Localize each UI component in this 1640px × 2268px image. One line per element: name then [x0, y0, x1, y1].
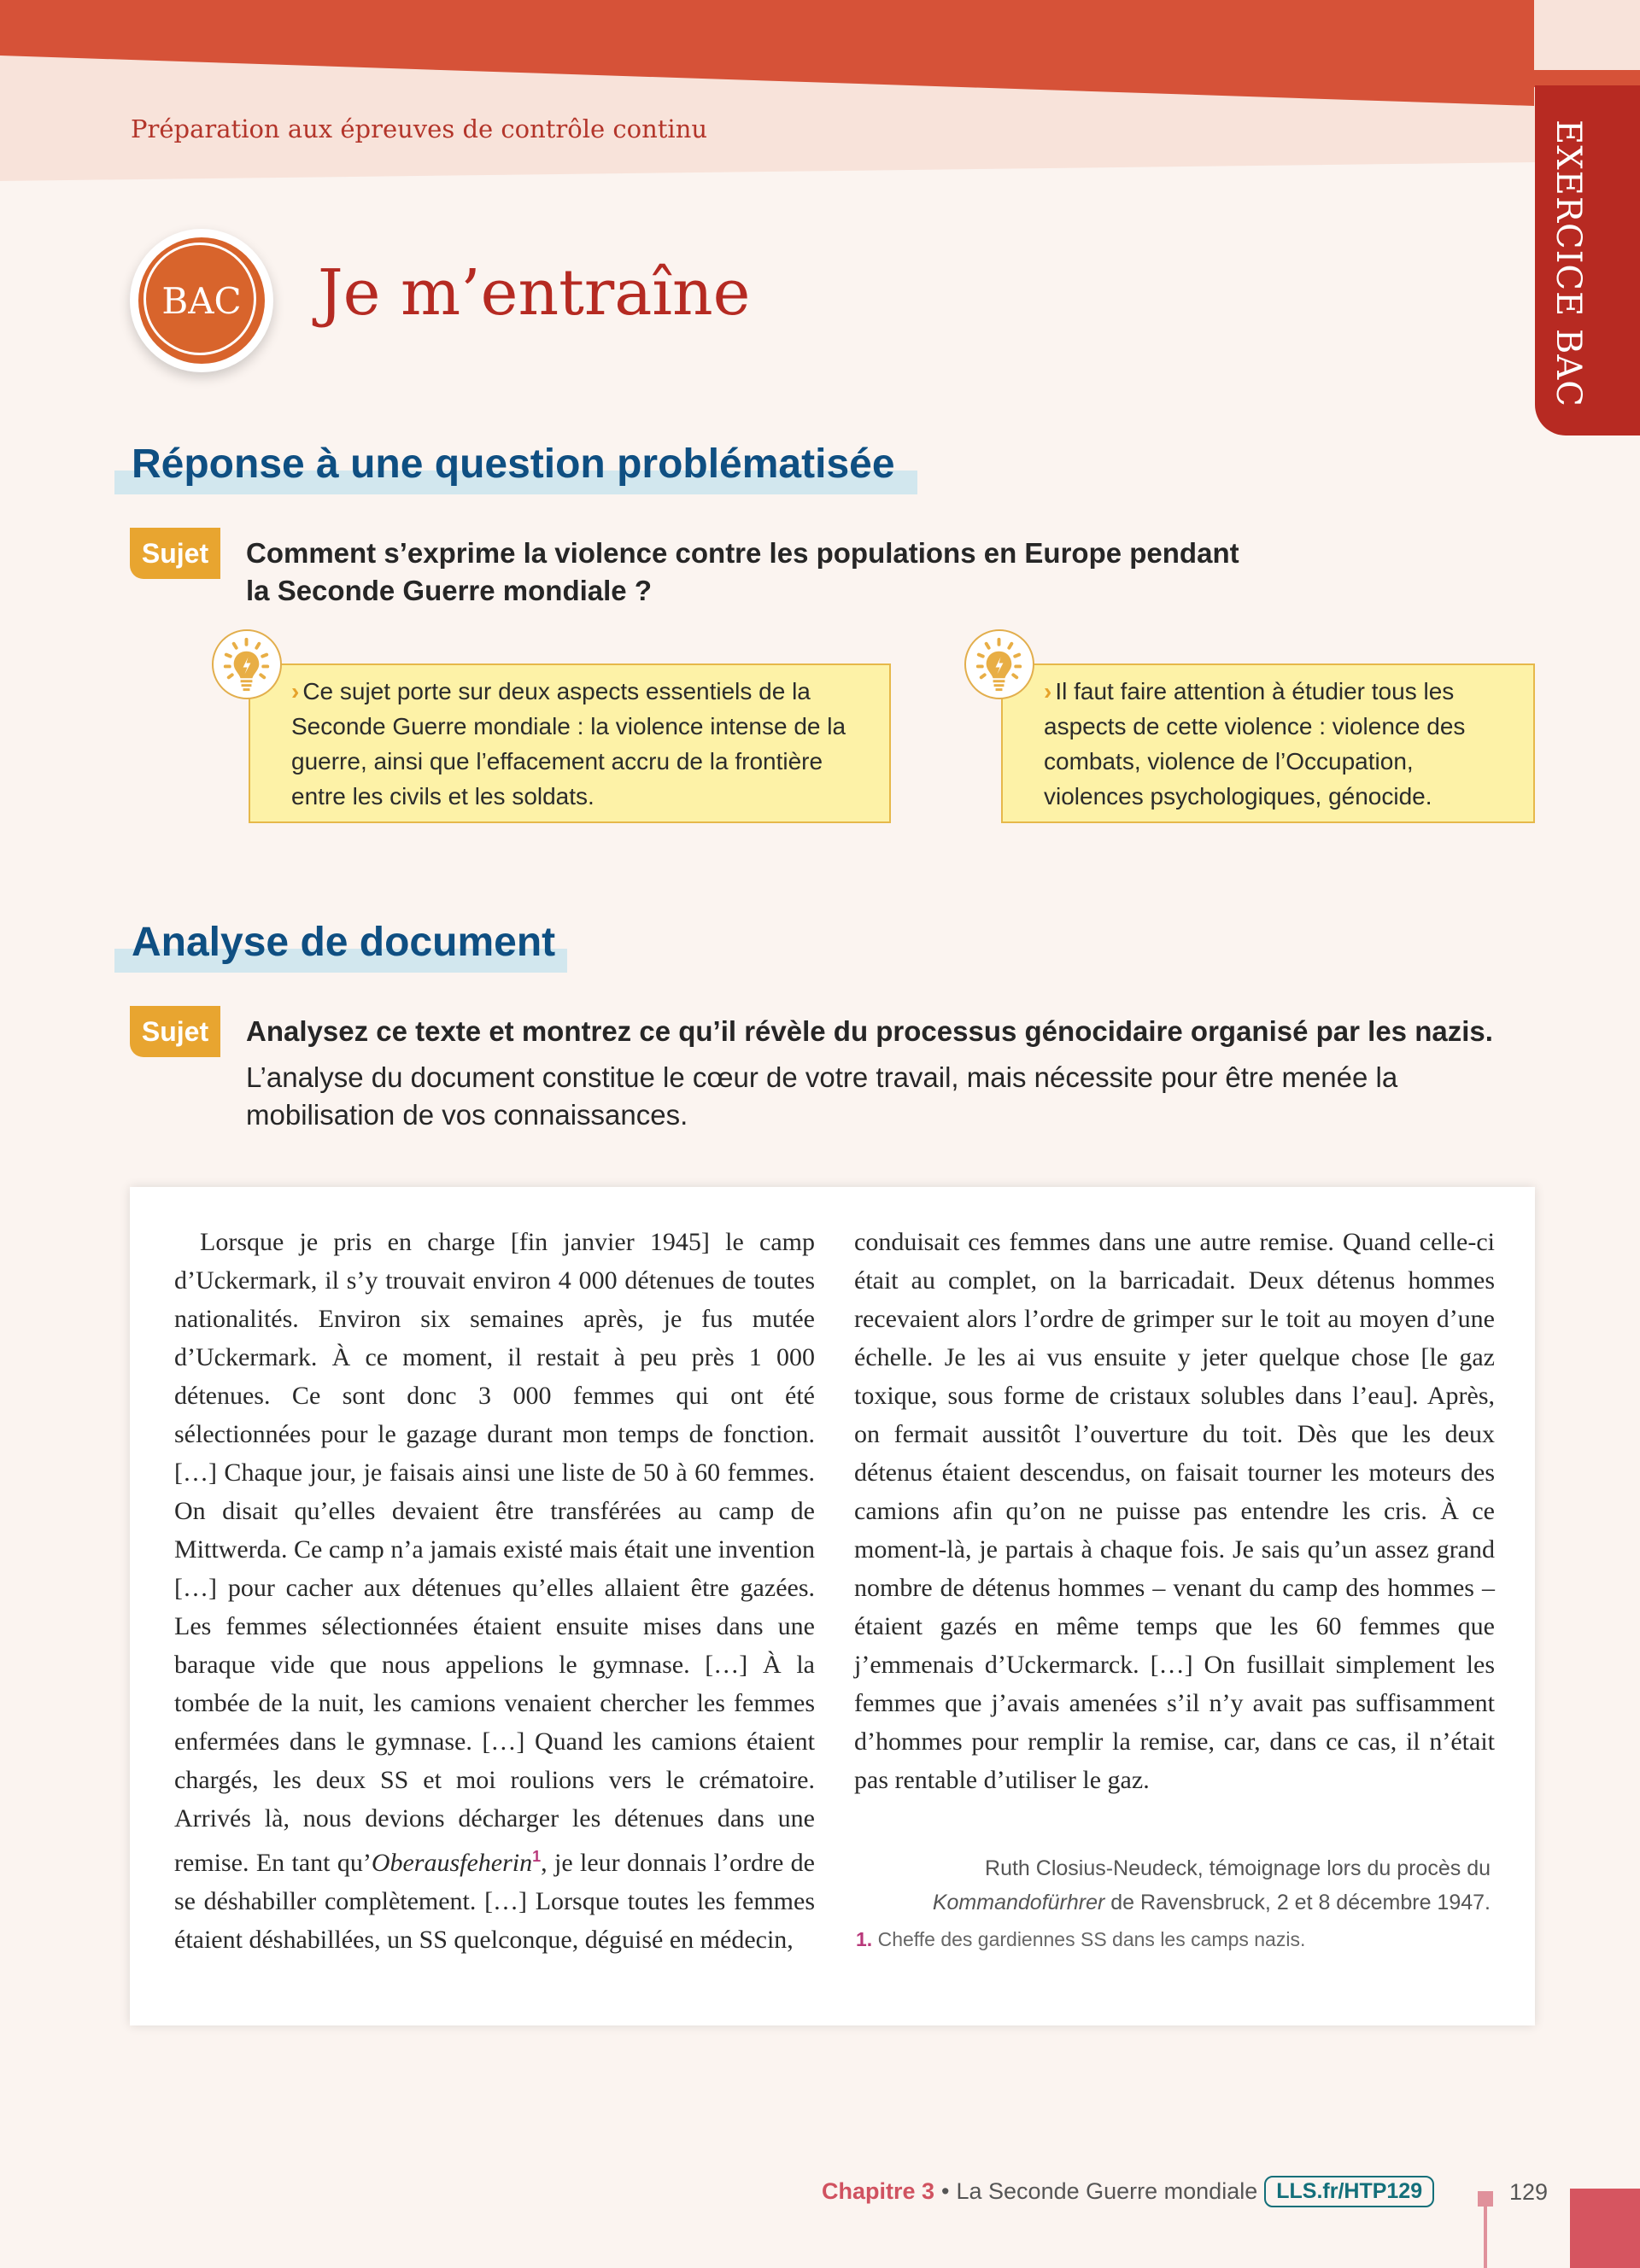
footnote: 1. Cheffe des gardiennes SS dans les camps nazis. — [856, 1928, 1306, 1950]
chevron-right-icon: › — [291, 678, 300, 704]
side-tab-label: EXERCICE BAC — [1549, 120, 1588, 407]
lightbulb-icon — [212, 629, 282, 699]
document-card — [130, 1187, 1535, 2025]
question-text: Analysez ce texte et montrez ce qu’il révèle du processus génocidaire organisé par les nazis. — [246, 1015, 1493, 1047]
section-heading-document: Analyse de document — [114, 919, 572, 966]
bac-badge-label: BAC — [161, 279, 242, 322]
footer-line — [1484, 2203, 1487, 2268]
corner-strip — [1534, 70, 1640, 87]
hint-box: › Ce sujet porte sur deux aspects essentiels de la Seconde Guerre mondiale : la violence intense de la guerre, ainsi que l’effacement accru de la frontière entre les civils et les soldats. — [249, 663, 891, 823]
resource-link[interactable]: LLS.fr/HTP129 — [1264, 2176, 1434, 2207]
document-text-left: Lorsque je pris en charge [fin janvier 1945] le camp d’Uckermark, il s’y trouvait environ 4 000 détenues de toutes nationalités. Environ six semaines après, je fus mutée d’Uckermark. À ce moment, il restait à peu près 1 000 détenues. Ce sont donc 3 000 femmes qui ont été sélectionnées pour le gazage durant mon temps de fonction. […] Chaque jour, je faisais ainsi une liste de 50 à 60 femmes. On disait qu’elles devaient être transférées au camp de Mittwerda. Ce camp n’a jamais existé mais était une invention […] pour cacher aux détenues qu’elles allaient être gazées. Les femmes sélectionnées étaient ensuite mises dans une baraque vide que nous appelions le gymnase. […] À la tombée de la nuit, les camions venaient chercher les femmes enfermées dans le gymnase. […] Quand les camions étaient chargés, les deux SS et moi roulions vers le crématoire. Arrivés là, nous devions décharger les détenues dans une remise. En tant qu’Oberausfeherin$^1$, je leur donnais l’ordre de se déshabiller complètement. […] Lorsque toutes les femmes étaient déshabillées, un SS quelconque, déguisé en médecin, — [174, 1228, 815, 1954]
bac-badge — [130, 229, 273, 372]
page-title: Je m’entraîne — [318, 256, 751, 330]
document-source: Ruth Closius-Neudeck, témoignage lors du procès du Kommandofürhrer de Ravensbruck, 2 et 8 décembre 1947. — [932, 1856, 1491, 1914]
question-text: Comment s’exprime la violence contre les populations en Europe pendant la Seconde Guerre mondiale ? — [246, 537, 1239, 606]
document-text-right: conduisait ces femmes dans une autre remise. Quand celle-ci était au complet, on la barricadait. Deux détenus hommes recevaient alors l’ordre de grimper sur le toit au moyen d’une échelle. Je les ai vus ensuite y jeter quelque chose [le gaz toxique, sous forme de cristaux solubles dans l’eau]. Après, on fermait aussitôt l’ouverture du toit. Dès que les deux détenus étaient descendus, on faisait tourner les moteurs des camions afin qu’on ne puisse pas entendre les cris. À ce moment-là, je partais à chaque fois. Je sais qu’un assez grand nombre de détenus hommes – venant du camp des hommes – étaient gazés en même temps que les 60 femmes que j’emmenais d’Uckermarck. […] On fusillait simplement les femmes que j’avais amenées s’il n’y avait pas suffisamment d’hommes pour remplir la remise, car, dans ce cas, il n’était pas rentable d’utiliser le gaz. — [854, 1228, 1495, 1794]
italic-term: Oberausfeherin — [371, 1849, 533, 1877]
footnote-ref: 1 — [532, 1848, 542, 1865]
chapter-label: Chapitre 3 — [822, 2178, 935, 2204]
corner-decoration — [1534, 0, 1640, 70]
lightbulb-icon — [964, 629, 1034, 699]
section-heading-question: Réponse à une question problématisée — [114, 441, 912, 488]
hint-box: › Il faut faire attention à étudier tous les aspects de cette violence : violence des combats, violence de l’Occupation, violences psychologiques, génocide. — [1001, 663, 1535, 823]
sujet-badge: Sujet — [130, 528, 220, 579]
instructions-text: L’analyse du document constitue le cœur de votre travail, mais nécessite pour être menée la mobilisation de vos connaissances. — [246, 1061, 1398, 1131]
page-kicker: Préparation aux épreuves de contrôle continu — [131, 114, 708, 143]
page-number: 129 — [1509, 2179, 1549, 2205]
chapter-title: La Seconde Guerre mondiale — [956, 2178, 1258, 2204]
footer-block — [1570, 2189, 1640, 2268]
sujet-badge: Sujet — [130, 1006, 220, 1057]
page-footer: Chapitre 3 • La Seconde Guerre mondiale LLS.fr/HTP129 — [822, 2176, 1434, 2207]
chevron-right-icon: › — [1044, 678, 1052, 704]
